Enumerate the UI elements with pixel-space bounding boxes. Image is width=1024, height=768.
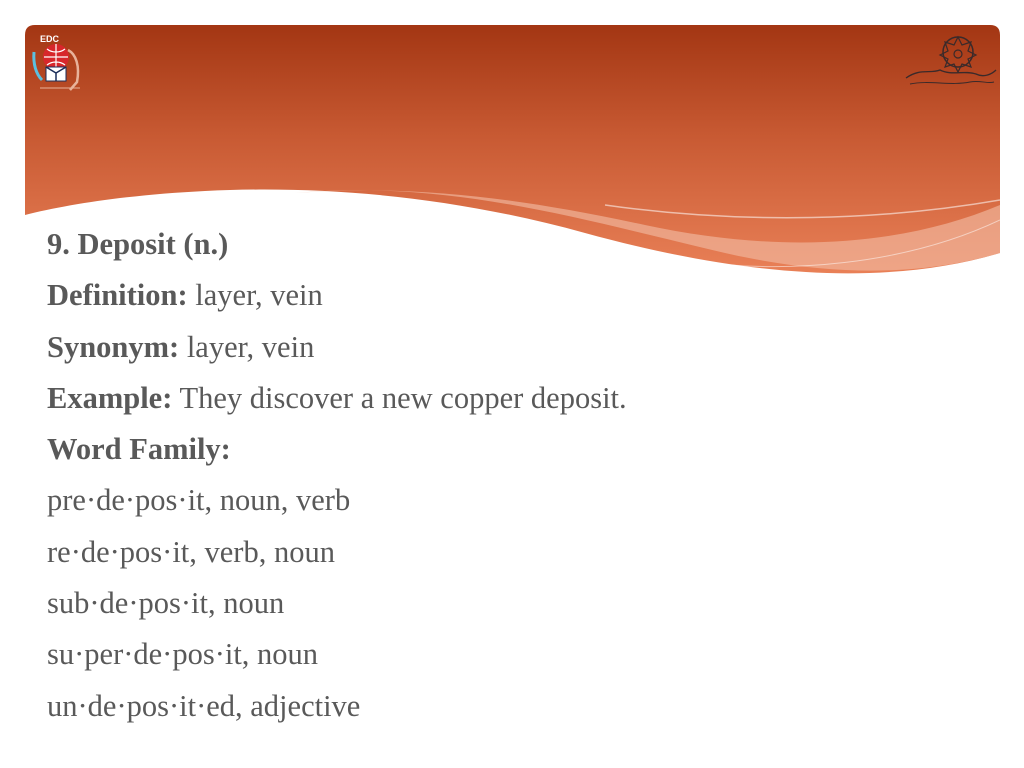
word-family-label: Word Family: <box>47 432 231 467</box>
example-text: They discover a new copper deposit. <box>172 380 627 415</box>
word-family-item: pre·de·pos·it, noun, verb <box>47 483 351 518</box>
definition-text: layer, vein <box>187 278 323 313</box>
vocabulary-card <box>47 219 987 732</box>
edc-logo-text: EDC <box>40 34 60 44</box>
word-family-item: re·de·pos·it, verb, noun <box>47 534 335 569</box>
word-family-item: un·de·pos·it·ed, adjective <box>47 688 361 723</box>
word-family-item: su·per·de·pos·it, noun <box>47 637 319 672</box>
example-label: Example: <box>47 380 173 415</box>
definition-row <box>47 270 987 321</box>
synonym-row <box>47 322 987 373</box>
university-logo <box>900 30 1000 100</box>
synonym-label: Synonym: <box>47 329 180 364</box>
definition-label: Definition: <box>47 278 188 313</box>
term-heading: 9. Deposit (n.) <box>47 227 229 261</box>
example-row <box>47 373 987 424</box>
synonym-text: layer, vein <box>179 329 315 364</box>
edc-logo <box>30 30 88 96</box>
word-family-item: sub·de·pos·it, noun <box>47 586 285 621</box>
